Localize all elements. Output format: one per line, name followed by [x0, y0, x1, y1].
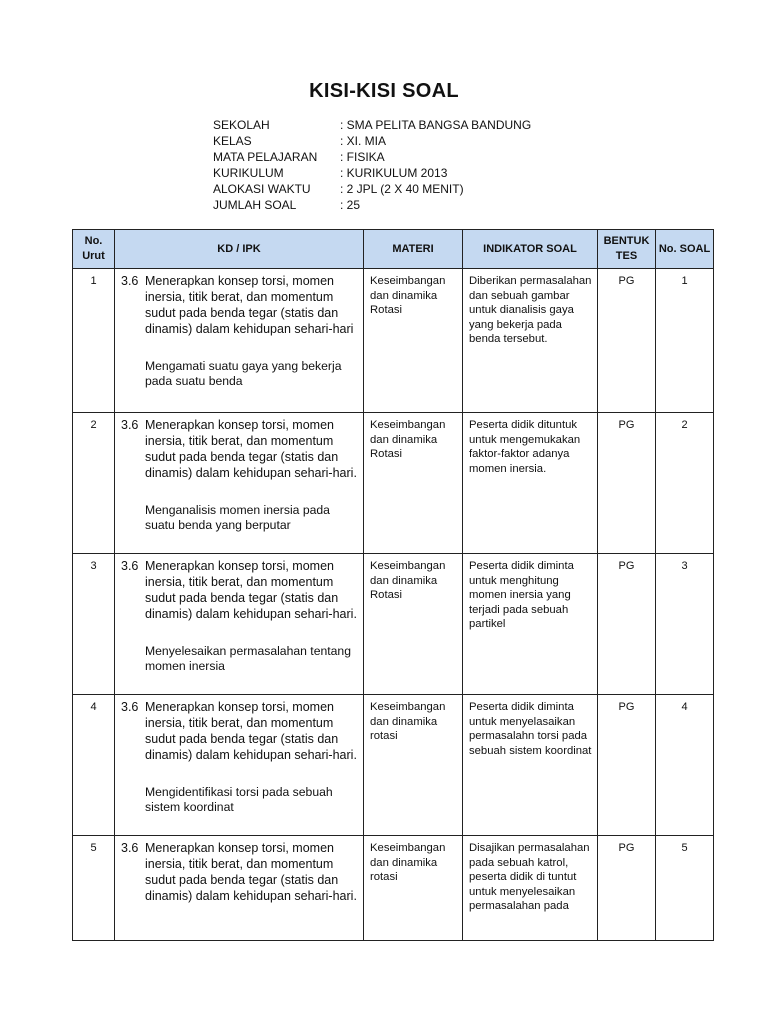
meta-row-sekolah [213, 117, 531, 133]
meta-value: : SMA PELITA BANGSA BANDUNG [340, 118, 532, 132]
kd-text: Menerapkan konsep torsi, momen inersia, titik berat, dan momentum sudut pada benda tegar (statis dan dinamis) dalam kehidupan sehari-hari. [145, 559, 357, 621]
meta-value: : KURIKULUM 2013 [340, 166, 448, 180]
ipk-text: Mengidentifikasi torsi pada sebuah sistem koordinat [145, 785, 333, 814]
cell-materi: Keseimbangan dan dinamika Rotasi [364, 413, 463, 554]
table-row [73, 554, 714, 695]
document-title: KISI-KISI SOAL [309, 80, 459, 102]
cell-indikator-soal: Diberikan permasalahan dan sebuah gambar untuk dianalisis gaya yang bekerja pada benda tersebut. [463, 269, 598, 413]
meta-value: : 2 JPL (2 X 40 MENIT) [340, 182, 464, 196]
cell-kd-ipk [115, 554, 364, 695]
kd-number: 3.6 [121, 559, 139, 573]
ipk-text: Mengamati suatu gaya yang bekerja pada suatu benda [145, 359, 342, 388]
table-row [73, 695, 714, 836]
ipk-text: Menganalisis momen inersia pada suatu benda yang berputar [145, 503, 330, 532]
column-header-indikator-soal: INDIKATOR SOAL [463, 230, 598, 269]
column-header-no-urut: No. Urut [73, 230, 115, 269]
meta-row-kelas [213, 133, 531, 149]
meta-row-kurikulum [213, 165, 531, 181]
cell-no-urut: 4 [73, 695, 115, 836]
kisi-kisi-table [72, 229, 714, 941]
cell-kd-ipk [115, 836, 364, 941]
kd-text: Menerapkan konsep torsi, momen inersia, titik berat, dan momentum sudut pada benda tegar (statis dan dinamis) dalam kehidupan sehari-hari. [145, 841, 357, 903]
header-info [213, 117, 531, 213]
cell-kd-ipk [115, 413, 364, 554]
table-header-row [73, 230, 714, 269]
cell-no-urut: 1 [73, 269, 115, 413]
cell-no-soal: 3 [656, 554, 714, 695]
cell-no-urut: 5 [73, 836, 115, 941]
column-header-bentuk-tes: BENTUK TES [598, 230, 656, 269]
kd-number: 3.6 [121, 700, 139, 714]
meta-row-alokasi-waktu [213, 181, 531, 197]
ipk-text: Menyelesaikan permasalahan tentang momen inersia [145, 644, 351, 673]
meta-value: : XI. MIA [340, 134, 387, 148]
meta-row-jumlah-soal [213, 197, 531, 213]
cell-no-soal: 5 [656, 836, 714, 941]
cell-kd-ipk [115, 269, 364, 413]
meta-label: KURIKULUM [213, 166, 284, 180]
cell-indikator-soal: Peserta didik diminta untuk menyelasaikan permasalahn torsi pada sebuah sistem koordinat [463, 695, 598, 836]
cell-no-soal: 4 [656, 695, 714, 836]
cell-indikator-soal: Peserta didik diminta untuk menghitung momen inersia yang terjadi pada sebuah partikel [463, 554, 598, 695]
kd-text: Menerapkan konsep torsi, momen inersia, titik berat, dan momentum sudut pada benda tegar (statis dan dinamis) dalam kehidupan sehari-hari. [145, 418, 357, 480]
cell-bentuk-tes: PG [598, 836, 656, 941]
meta-value: : FISIKA [340, 150, 385, 164]
cell-materi: Keseimbangan dan dinamika rotasi [364, 695, 463, 836]
meta-label: ALOKASI WAKTU [213, 182, 311, 196]
meta-label: MATA PELAJARAN [213, 150, 318, 164]
table-row [73, 836, 714, 941]
cell-indikator-soal: Disajikan permasalahan pada sebuah katrol, peserta didik di tuntut untuk menyelesaikan permasalahan pada [463, 836, 598, 941]
cell-indikator-soal: Peserta didik dituntuk untuk mengemukakan faktor-faktor adanya momen inersia. [463, 413, 598, 554]
kd-number: 3.6 [121, 274, 139, 288]
cell-bentuk-tes: PG [598, 269, 656, 413]
cell-no-urut: 3 [73, 554, 115, 695]
column-header-kd-ipk: KD / IPK [115, 230, 364, 269]
meta-value: : 25 [340, 198, 361, 212]
kd-text: Menerapkan konsep torsi, momen inersia, titik berat, dan momentum sudut pada benda tegar (statis dan dinamis) dalam kehidupan sehari-hari. [145, 700, 357, 762]
cell-materi: Keseimbangan dan dinamika Rotasi [364, 269, 463, 413]
table-row [73, 269, 714, 413]
cell-bentuk-tes: PG [598, 554, 656, 695]
meta-label: JUMLAH SOAL [213, 198, 297, 212]
cell-bentuk-tes: PG [598, 695, 656, 836]
cell-kd-ipk [115, 695, 364, 836]
meta-row-mata-pelajaran [213, 149, 531, 165]
kd-text: Menerapkan konsep torsi, momen inersia, titik berat, dan momentum sudut pada benda tegar (statis dan dinamis) dalam kehidupan sehari-hari [145, 274, 354, 336]
column-header-materi: MATERI [364, 230, 463, 269]
cell-materi: Keseimbangan dan dinamika rotasi [364, 836, 463, 941]
kd-number: 3.6 [121, 841, 139, 855]
meta-label: SEKOLAH [213, 118, 270, 132]
cell-no-soal: 1 [656, 269, 714, 413]
meta-label: KELAS [213, 134, 252, 148]
cell-no-urut: 2 [73, 413, 115, 554]
kd-number: 3.6 [121, 418, 139, 432]
cell-no-soal: 2 [656, 413, 714, 554]
cell-bentuk-tes: PG [598, 413, 656, 554]
cell-materi: Keseimbangan dan dinamika Rotasi [364, 554, 463, 695]
table-row [73, 413, 714, 554]
column-header-no-soal: No. SOAL [656, 230, 714, 269]
